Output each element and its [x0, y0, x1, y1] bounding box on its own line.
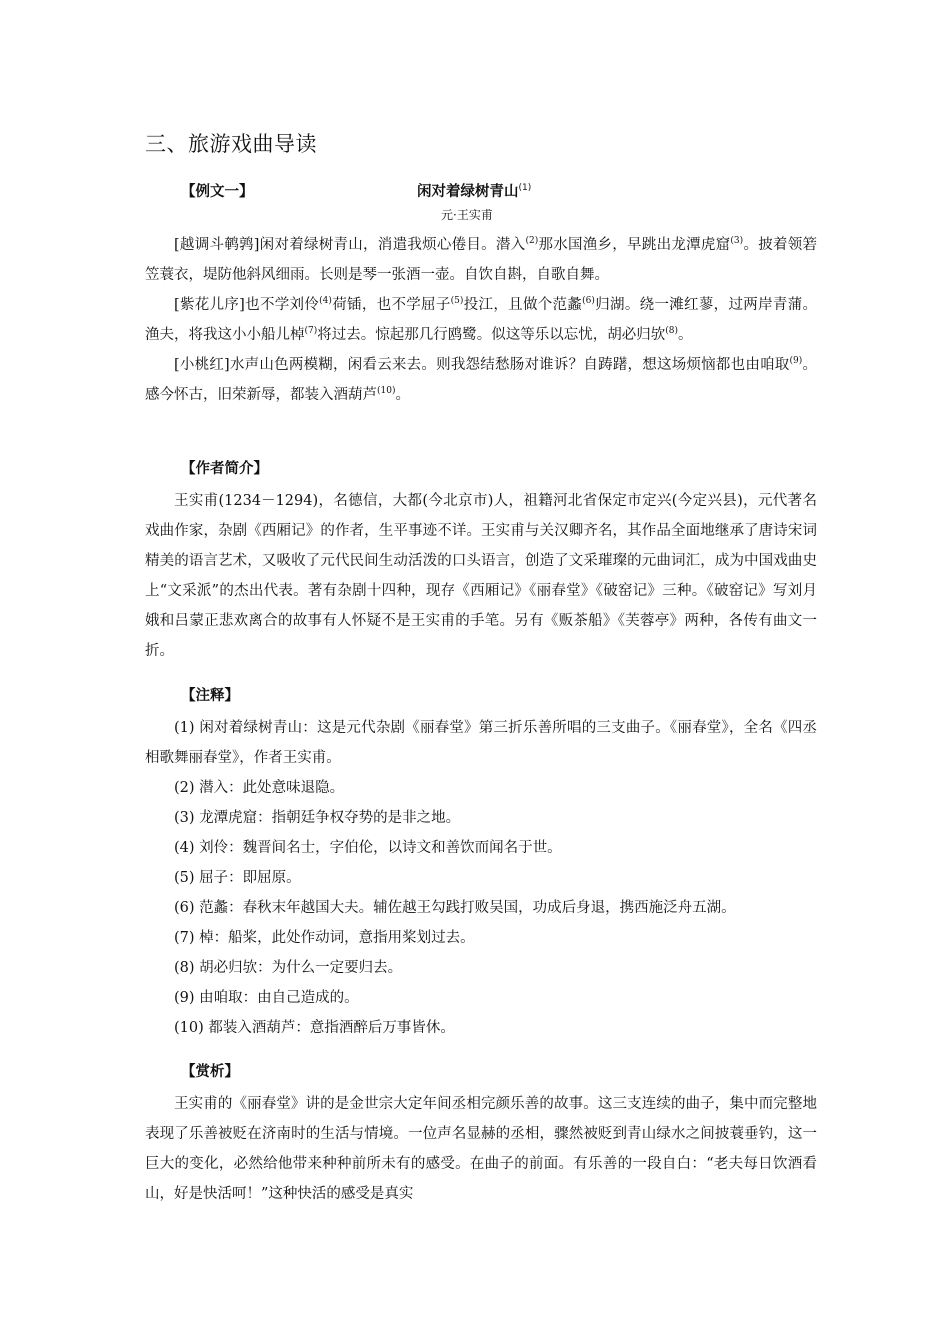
poem-title-text: 闲对着绿树青山 — [417, 184, 519, 200]
poem-stanza-2: [紫花儿序]也不学刘伶$^{(4)}$荷锸，也不学屈子$^{(5)}$投江，且做个范蠡$^{(6)}$归湖。绕一滩红蓼，过两岸青蒲。渔夫，将我这小小船儿棹$^{(7)}$将过去。惊起那几行鸥鹭。似这等乐以忘忧，胡必归欤$^{(8)}$。 — [145, 296, 817, 343]
note-item: (2) 潜入：此处意味退隐。 — [174, 780, 345, 796]
note-item: (7) 棹：船桨，此处作动词，意指用桨划过去。 — [174, 930, 475, 946]
poem-stanza-1: [越调斗鹌鹑]闲对着绿树青山，消遣我烦心倦目。潜入$^{(2)}$那水国渔乡，早跳出龙潭虎窟$^{(3)}$。披着领箬笠蓑衣，堤防他斜风细雨。长则是琴一张酒一壶。自饮自斟，自歌自舞。 — [145, 236, 817, 283]
note-item: (4) 刘伶：魏晋间名士，字伯伦，以诗文和善饮而闻名于世。 — [174, 840, 562, 856]
poem-author: 元·王实甫 — [441, 208, 493, 222]
author-intro-heading: 【作者简介】 — [181, 461, 268, 477]
note-item: (10) 都装入酒葫芦：意指酒醉后万事皆休。 — [174, 1020, 455, 1036]
section-title: 三、旅游戏曲导读 — [145, 132, 317, 156]
appreciation — [145, 1089, 817, 1209]
note-item: (1) 闲对着绿树青山：这是元代杂剧《丽春堂》第三折乐善所唱的三支曲子。《丽春堂》，全名《四丞相歌舞丽春堂》，作者王实甫。 — [145, 720, 817, 766]
poem-stanza-3: [小桃红]水声山色两模糊，闲看云来去。则我怨结愁肠对谁诉？自踌躇，想这场烦恼都也由咱取$^{(9)}$。感今怀古，旧荣新辱，都装入酒葫芦$^{(10)}$。 — [145, 356, 818, 403]
note-item: (5) 屈子：即屈原。 — [174, 870, 301, 886]
note-item: (6) 范蠡：春秋末年越国大夫。辅佐越王勾践打败吴国，功成后身退，携西施泛舟五湖。 — [174, 900, 736, 916]
note-item: (9) 由咱取：由自己造成的。 — [174, 990, 359, 1006]
poem-title — [417, 180, 531, 201]
note-item: (3) 龙潭虎窟：指朝廷争权夺势的是非之地。 — [174, 810, 461, 826]
author-intro-text: 王实甫(1234－1294)，名德信，大都(今北京市)人，祖籍河北省保定市定兴(今定兴县)，元代著名戏曲作家，杂剧《西厢记》的作者，生平事迹不详。王实甫与关汉卿齐名，其作品全面地继承了唐诗宋词精美的语言艺术，又吸收了元代民间生动活泼的口头语言，创造了文采璀璨的元曲词汇，成为中国戏曲史上“文采派”的杰出代表。著有杂剧十四种，现存《西厢记》《丽春堂》《破窑记》三种。《破窑记》写刘月娥和吕蒙正悲欢离合的故事有人怀疑不是王实甫的手笔。另有《贩茶船》《芙蓉亭》两种，各传有曲文一折。 — [145, 493, 817, 659]
notes-list — [145, 713, 817, 1043]
note-item: (8) 胡必归欤：为什么一定要归去。 — [174, 960, 403, 976]
author-intro — [145, 486, 817, 666]
poem-body — [145, 230, 817, 410]
poem-title-note: (1) — [518, 183, 532, 194]
example-label: 【例文一】 — [181, 184, 254, 200]
notes-heading: 【注释】 — [181, 688, 239, 704]
appreciation-text: 王实甫的《丽春堂》讲的是金世宗大定年间丞相完颜乐善的故事。这三支连续的曲子，集中而完整地表现了乐善被贬在济南时的生活与情境。一位声名显赫的丞相，骤然被贬到青山绿水之间披蓑垂钓，这一巨大的变化，必然给他带来种种前所未有的感受。在曲子的前面。有乐善的一段自白：“老夫每日饮酒看山，好是快活呵！”这种快活的感受是真实 — [145, 1096, 817, 1202]
appreciation-heading: 【赏析】 — [181, 1064, 239, 1080]
